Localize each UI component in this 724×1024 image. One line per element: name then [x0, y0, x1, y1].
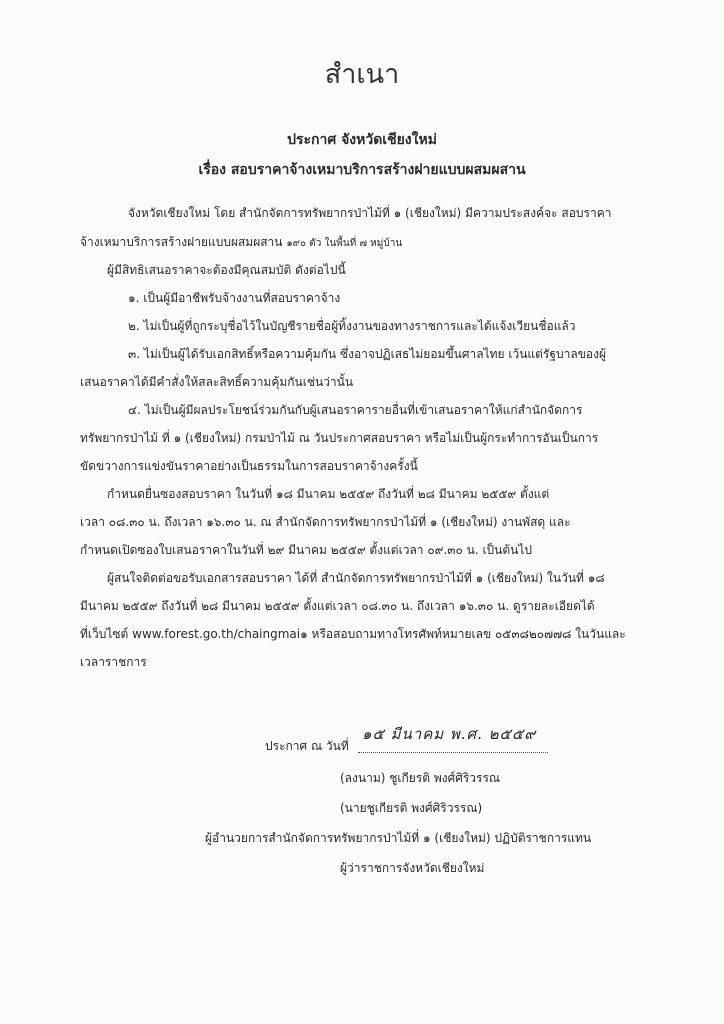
signatory-name: (นายชูเกียรติ พงศ์ศิริวรรณ)	[340, 801, 483, 815]
contact-info-line4: เวลาราชการ	[80, 655, 147, 669]
qualification-item-2: ๒. ไม่เป็นผู้ที่ถูกระบุชื่อไว้ในบัญชีรายชื่อผู้ทิ้งงานของทางราชการและได้แจ้งเวียนชื่อแล้ว	[128, 319, 576, 333]
contact-info-line2: มีนาคม ๒๕๕๙ ถึงวันที่ ๒๘ มีนาคม ๒๕๕๙ ตั้งแต่เวลา ๐๘.๓๐ น. ถึงเวลา ๑๖.๓๐ น. ดูรายละเอียดได้	[80, 599, 595, 613]
intro-project-scope: ๑๙๐ ตัว ในพื้นที่ ๗ หมู่บ้าน	[286, 238, 403, 249]
announcement-date-label: ประกาศ ณ วันที่	[265, 739, 349, 753]
intro-project-text: จ้างเหมาบริการสร้างฝายแบบผสมผสาน	[80, 235, 283, 249]
qualification-item-3-line1: ๓. ไม่เป็นผู้ได้รับเอกสิทธิ์หรือความคุ้มกัน ซึ่งอาจปฏิเสธไม่ยอมขึ้นศาลไทย เว้นแต่รัฐบาลของผู้	[128, 347, 607, 361]
paragraph-qualifications: ผู้มีสิทธิเสนอราคาจะต้องมีคุณสมบัติ ดังต่อไปนี้	[107, 263, 346, 277]
contact-info-line3: ที่เว็บไซต์ www.forest.go.th/chaingmai๑ หรือสอบถามทางโทรศัพท์หมายเลข ๐๕๓๘๒๐๗๗๘ ในวันและ	[80, 627, 626, 641]
qualification-item-1: ๑. เป็นผู้มีอาชีพรับจ้างงานที่สอบราคาจ้าง	[128, 291, 341, 305]
signed-by-line: (ลงนาม) ชูเกียรติ พงศ์ศิริวรรณ	[340, 771, 501, 785]
document-title: สำเนา	[324, 59, 400, 90]
submission-schedule-line2: เวลา ๐๘.๓๐ น. ถึงเวลา ๑๖.๓๐ น. ณ สำนักจัดการทรัพยากรป่าไม้ที่ ๑ (เชียงใหม่) งานพัสดุ และ	[80, 515, 571, 529]
date-fill-line	[358, 752, 548, 753]
paragraph-intro-line1: จังหวัดเชียงใหม่ โดย สำนักจัดการทรัพยากรป่าไม้ที่ ๑ (เชียงใหม่) มีความประสงค์จะ สอบราคา	[128, 206, 612, 220]
announcement-date-handwritten: ๑๕ มีนาคม พ.ศ. ๒๕๕๙	[362, 725, 537, 743]
paragraph-intro-line2	[80, 234, 402, 252]
signatory-position-2: ผู้ว่าราชการจังหวัดเชียงใหม่	[340, 861, 485, 875]
qualification-item-3-line2: เสนอราคาได้มีคำสั่งให้สละสิทธิ์ความคุ้มกันเช่นว่านั้น	[80, 375, 354, 389]
contact-info-line1: ผู้สนใจติดต่อขอรับเอกสารสอบราคา ได้ที่ สำนักจัดการทรัพยากรป่าไม้ที่ ๑ (เชียงใหม่) ในวันที่ ๑๘	[107, 571, 605, 585]
submission-schedule-line1: กำหนดยื่นซองสอบราคา ในวันที่ ๑๘ มีนาคม ๒๕๕๙ ถึงวันที่ ๒๘ มีนาคม ๒๕๕๙ ตั้งแต่	[107, 487, 550, 501]
qualification-item-4-line1: ๔. ไม่เป็นผู้มีผลประโยชน์ร่วมกันกับผู้เสนอราคารายอื่นที่เข้าเสนอราคาให้แก่สำนักจัดการ	[128, 403, 583, 417]
announcement-heading: ประกาศ จังหวัดเชียงใหม่	[287, 132, 437, 148]
qualification-item-4-line3: ขัดขวางการแข่งขันราคาอย่างเป็นธรรมในการสอบราคาจ้างครั้งนี้	[80, 459, 418, 473]
announcement-subject: เรื่อง สอบราคาจ้างเหมาบริการสร้างฝายแบบผสมผสาน	[198, 162, 526, 178]
qualification-item-4-line2: ทรัพยากรป่าไม้ ที่ ๑ (เชียงใหม่) กรมป่าไม้ ณ วันประกาศสอบราคา หรือไม่เป็นผู้กระทำการอันเป็นการ	[80, 431, 599, 445]
signatory-position: ผู้อำนวยการสำนักจัดการทรัพยากรป่าไม้ที่ ๑ (เชียงใหม่) ปฏิบัติราชการแทน	[205, 831, 592, 845]
submission-schedule-line3: กำหนดเปิดซองใบเสนอราคาในวันที่ ๒๙ มีนาคม ๒๕๕๙ ตั้งแต่เวลา ๐๙.๓๐ น. เป็นต้นไป	[80, 543, 533, 557]
